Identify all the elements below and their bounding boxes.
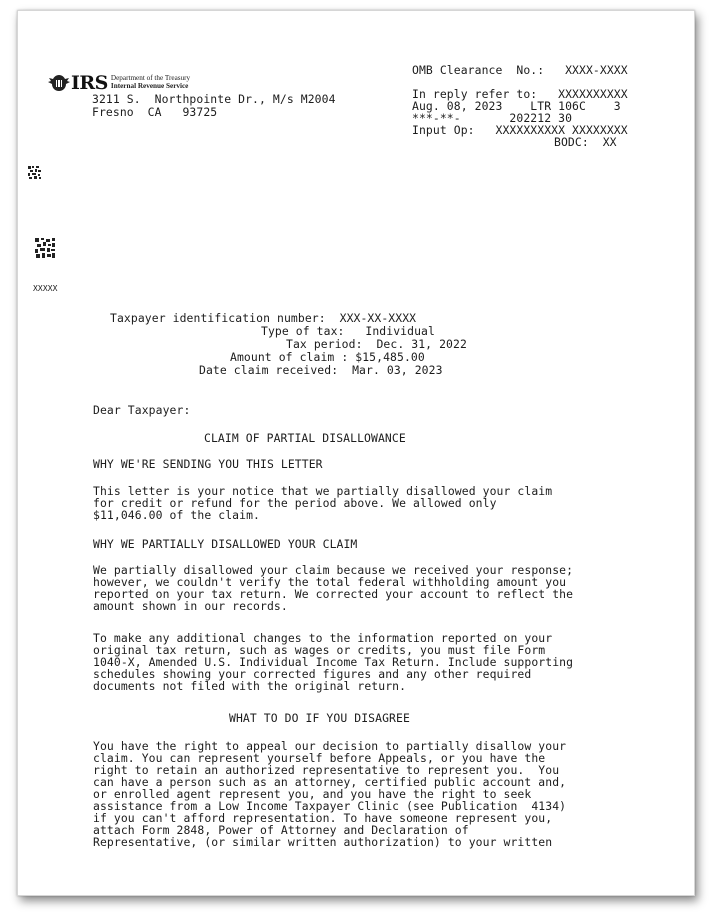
body-line: or enrolled agent represent you, and you have the right to seek [93, 787, 532, 801]
body-line: assistance from a Low Income Taxpayer Clinic (see Publication 4134) [93, 799, 567, 813]
bodc: BODC: XX [554, 135, 617, 149]
body-line: Representative, (or similar written authorization) to your written [93, 835, 553, 849]
section-disagree-body [93, 740, 653, 848]
letter-page [17, 10, 695, 896]
section-why-disallowed-para1 [93, 564, 653, 612]
body-line: documents not filed with the original return. [93, 679, 407, 693]
body-line: can have a person such as an attorney, certified public account and, [93, 775, 567, 789]
department-text [111, 75, 190, 90]
input-op: Input Op: XXXXXXXXXX XXXXXXXX [412, 123, 628, 137]
body-line: We partially disallowed your claim because we received your response; [93, 563, 574, 577]
body-line: claim. You can represent yourself before Appeals, or you have the [93, 751, 546, 765]
body-line: right to retain an authorized representative to represent you. You [93, 763, 560, 777]
section-why-disallowed-para2 [93, 632, 653, 692]
omb-clearance: OMB Clearance No.: XXXX-XXXX [412, 63, 628, 77]
address-line-1: 3211 S. Northpointe Dr., M/s M2004 [92, 92, 336, 106]
body-line: schedules showing your corrected figures and any other required [93, 667, 532, 681]
body-line: This letter is your notice that we partially disallowed your claim [93, 484, 553, 498]
tax-period-line: Tax period: Dec. 31, 2022 [286, 337, 467, 351]
letter-title: CLAIM OF PARTIAL DISALLOWANCE [204, 431, 406, 445]
recipient-code: XXXXX [33, 284, 58, 293]
address-line-2: Fresno CA 93725 [92, 105, 218, 119]
type-of-tax-line: Type of tax: Individual [261, 324, 435, 338]
reply-refer: In reply refer to: XXXXXXXXXX [412, 87, 628, 101]
body-line: original tax return, such as wages or credits, you must file Form [93, 643, 546, 657]
amount-of-claim-line: Amount of claim : $15,485.00 [230, 350, 425, 364]
body-line: attach Form 2848, Power of Attorney and Declaration of [93, 823, 469, 837]
body-line: $11,046.00 of the claim. [93, 508, 260, 522]
date-letter-number: Aug. 08, 2023 LTR 106C 3 [412, 99, 621, 113]
salutation: Dear Taxpayer: [93, 403, 191, 417]
body-line: To make any additional changes to the information reported on your [93, 631, 553, 645]
date-received-line: Date claim received: Mar. 03, 2023 [199, 363, 443, 377]
department-line: Department of the Treasury [110, 74, 191, 83]
eagle-icon [48, 73, 70, 93]
body-line: 1040-X, Amended U.S. Individual Income Tax Return. Include supporting [93, 655, 574, 669]
code-line: ***-**- 202212 30 [412, 111, 573, 125]
small-barcode-icon [28, 166, 41, 179]
section-why-sending-body [93, 485, 653, 521]
logo-wordmark: IRS [71, 72, 108, 94]
tin-line: Taxpayer identification number: XXX-XX-XXXX [110, 311, 417, 325]
section-heading-disagree: WHAT TO DO IF YOU DISAGREE [229, 711, 410, 725]
body-line: however, we couldn't verify the total federal withholding amount you [93, 575, 567, 589]
section-heading-why-disallowed: WHY WE PARTIALLY DISALLOWED YOUR CLAIM [93, 537, 358, 551]
section-heading-why-sending: WHY WE'RE SENDING YOU THIS LETTER [93, 457, 323, 471]
body-line: for credit or refund for the period above. We allowed only [93, 496, 497, 510]
service-line: Internal Revenue Service [110, 82, 189, 90]
body-line: amount shown in our records. [93, 599, 288, 613]
body-line: reported on your tax return. We corrected your account to reflect the [93, 587, 574, 601]
body-line: You have the right to appeal our decision to partially disallow your [93, 739, 567, 753]
large-barcode-icon [35, 238, 55, 258]
body-line: if you can't afford representation. To have someone represent you, [93, 811, 553, 825]
